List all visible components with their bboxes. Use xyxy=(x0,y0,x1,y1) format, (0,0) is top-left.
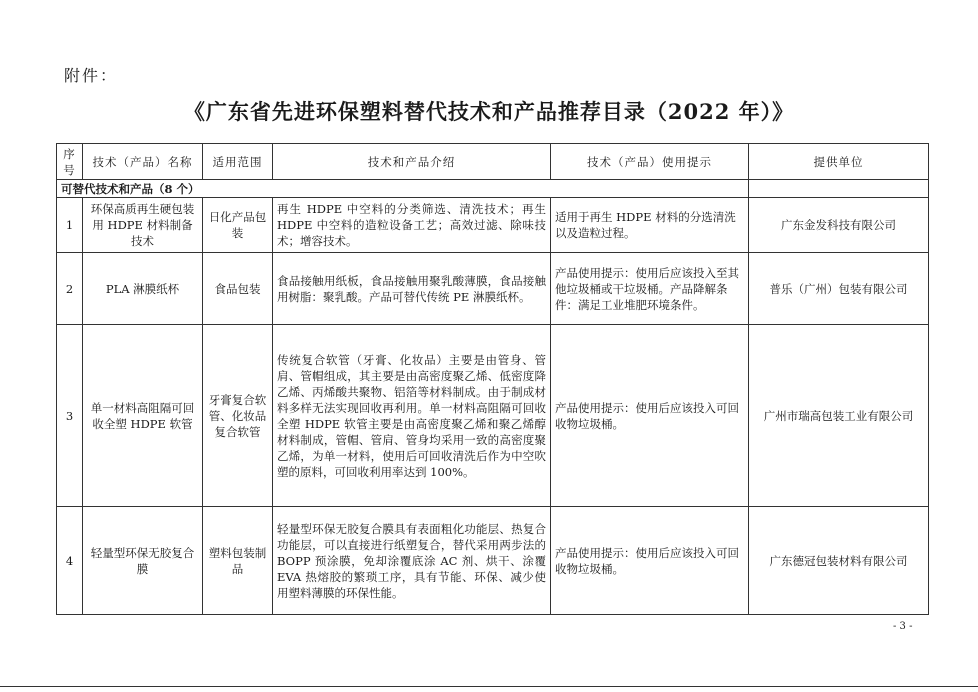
row-provider: 广东金发科技有限公司 xyxy=(749,198,929,253)
section-empty-cell xyxy=(749,180,929,198)
page-bottom-divider xyxy=(0,686,978,687)
table-row xyxy=(57,198,929,253)
table-header-row xyxy=(57,144,929,180)
row-scope: 食品包装 xyxy=(203,253,273,325)
header-provider: 提供单位 xyxy=(749,144,929,180)
page-number: - 3 - xyxy=(893,621,913,632)
row-scope: 日化产品包装 xyxy=(203,198,273,253)
header-scope: 适用范围 xyxy=(203,144,273,180)
recommendation-table xyxy=(56,143,929,615)
row-no: 4 xyxy=(57,507,83,615)
row-provider: 广东德冠包装材料有限公司 xyxy=(749,507,929,615)
table-row xyxy=(57,325,929,507)
header-no: 序号 xyxy=(57,144,83,180)
row-tips: 产品使用提示：使用后应该投入至其他垃圾桶或干垃圾桶。产品降解条件：满足工业堆肥环境条件。 xyxy=(551,253,749,325)
header-intro: 技术和产品介绍 xyxy=(273,144,551,180)
row-intro: 传统复合软管（牙膏、化妆品）主要是由管身、管肩、管帽组成，其主要是由高密度聚乙烯、低密度降乙烯、丙烯酸共聚物、铝箔等材料制成。由于制成材料多样无法实现回收再利用。单一材料高阻隔可回收全塑 HDPE 软管主要是由高密度聚乙烯和聚乙烯醇材料制成，管帽、管肩、管身均采用一致的高密度聚乙烯，为单一材料，使用后可回收清洗后作为中空吹塑的原料，可回收利用率达到 100%。 xyxy=(273,325,551,507)
row-provider: 广州市瑞高包装工业有限公司 xyxy=(749,325,929,507)
row-tips: 产品使用提示：使用后应该投入可回收物垃圾桶。 xyxy=(551,325,749,507)
document-title: 《广东省先进环保塑料替代技术和产品推荐目录（2022 年）》 xyxy=(183,99,795,124)
row-no: 1 xyxy=(57,198,83,253)
row-name: 单一材料高阻隔可回收全塑 HDPE 软管 xyxy=(83,325,203,507)
row-tips: 适用于再生 HDPE 材料的分选清洗以及造粒过程。 xyxy=(551,198,749,253)
row-tips: 产品使用提示：使用后应该投入可回收物垃圾桶。 xyxy=(551,507,749,615)
row-scope: 塑料包装制品 xyxy=(203,507,273,615)
header-name: 技术（产品）名称 xyxy=(83,144,203,180)
table-row xyxy=(57,507,929,615)
section-title: 可替代技术和产品（8 个） xyxy=(57,180,749,198)
row-name: 轻量型环保无胶复合膜 xyxy=(83,507,203,615)
header-tips: 技术（产品）使用提示 xyxy=(551,144,749,180)
section-row xyxy=(57,180,929,198)
row-name: 环保高质再生硬包装用 HDPE 材料制备技术 xyxy=(83,198,203,253)
row-intro: 食品接触用纸板，食品接触用聚乳酸薄膜，食品接触用树脂：聚乳酸。产品可替代传统 PE 淋膜纸杯。 xyxy=(273,253,551,325)
row-scope: 牙膏复合软管、化妆品复合软管 xyxy=(203,325,273,507)
table-row xyxy=(57,253,929,325)
row-name: PLA 淋膜纸杯 xyxy=(83,253,203,325)
row-intro: 再生 HDPE 中空料的分类筛选、清洗技术；再生 HDPE 中空料的造粒设备工艺；高效过滤、除味技术；增容技术。 xyxy=(273,198,551,253)
row-no: 2 xyxy=(57,253,83,325)
row-intro: 轻量型环保无胶复合膜具有表面粗化功能层、热复合功能层，可以直接进行纸塑复合，替代采用两步法的 BOPP 预涂膜，免却涂覆底涂 AC 剂、烘干、涂覆 EVA 热熔胶的繁琐工序，具有节能、环保、减少使用塑料薄膜的环保性能。 xyxy=(273,507,551,615)
attachment-label: 附件： xyxy=(64,66,119,85)
row-provider: 普乐（广州）包装有限公司 xyxy=(749,253,929,325)
row-no: 3 xyxy=(57,325,83,507)
